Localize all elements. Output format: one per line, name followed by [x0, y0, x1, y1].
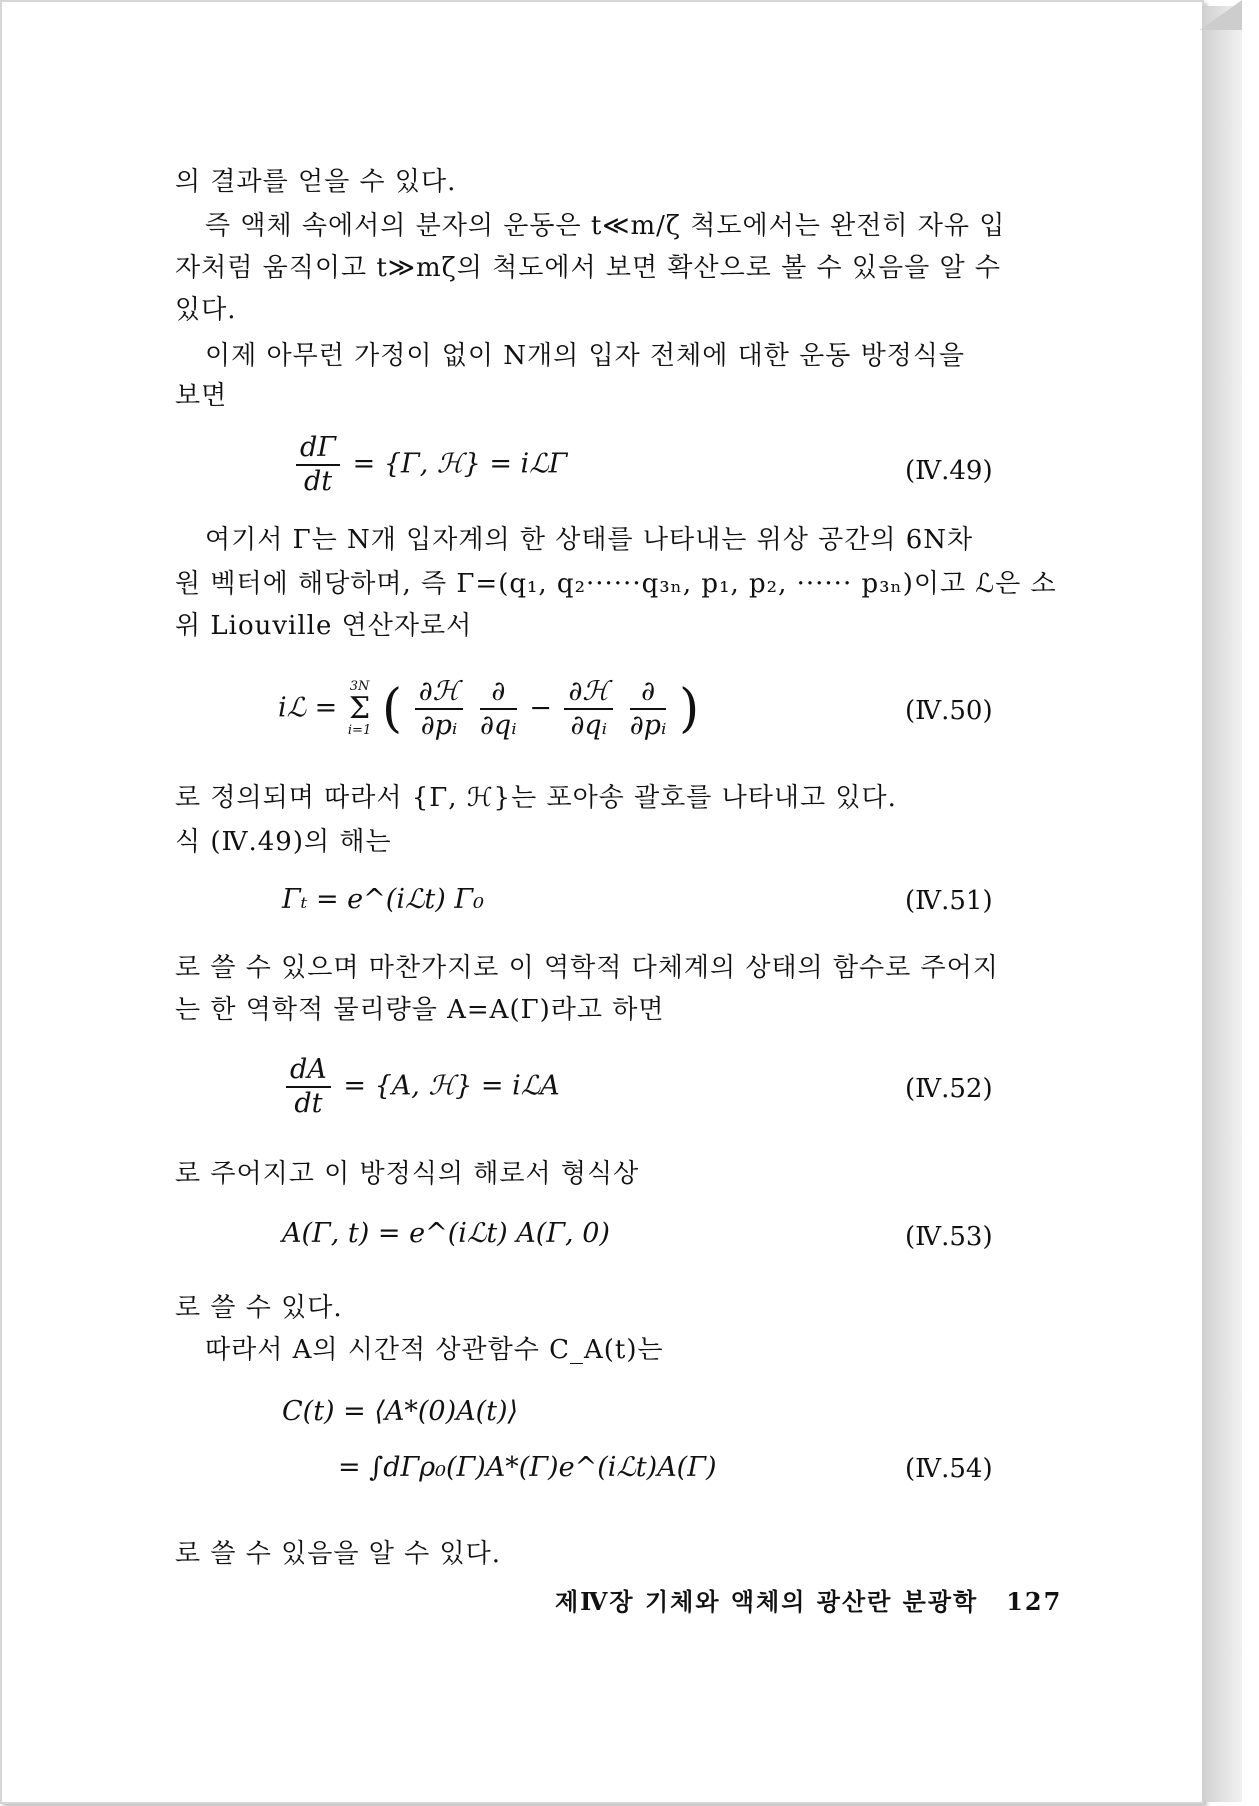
paragraph-line: 식 (Ⅳ.49)의 해는: [175, 827, 392, 857]
fraction: [415, 676, 464, 742]
paragraph-line: 이제 아무런 가정이 없이 N개의 입자 전체에 대한 운동 방정식을: [205, 341, 966, 371]
summation: [348, 680, 371, 738]
denominator: dt: [303, 466, 333, 497]
paragraph-line: 원 벡터에 해당하며, 즉 Γ=(q₁, q₂······q₃ₙ, p₁, p₂, ······ p₃ₙ)이고 ℒ은 소: [175, 569, 1057, 599]
paragraph-line: 따라서 A의 시간적 상관함수 C_A(t)는: [205, 1335, 664, 1365]
page-edge-shadow: [1202, 6, 1242, 1802]
denominator: ∂pᵢ: [629, 710, 667, 741]
numerator: ∂: [480, 676, 517, 710]
chapter-title: 제Ⅳ장 기체와 액체의 광산란 분광학: [555, 1587, 979, 1616]
fraction: [630, 676, 667, 742]
equation-lhs: iℒ =: [278, 692, 338, 724]
paragraph-line: 의 결과를 얻을 수 있다.: [175, 167, 457, 197]
minus-sign: −: [529, 692, 552, 724]
paragraph-line: 있다.: [175, 295, 237, 325]
paragraph-line: 보면: [175, 381, 228, 411]
equation-number: (Ⅳ.51): [905, 886, 993, 916]
paragraph-line: 즉 액체 속에서의 분자의 운동은 t≪m/ζ 척도에서는 완전히 자유 입: [205, 211, 1006, 241]
denominator: dt: [294, 1088, 323, 1119]
denominator: ∂qᵢ: [479, 710, 517, 741]
paragraph-line: 로 정의되며 따라서 {Γ, ℋ}는 포아송 괄호를 나타내고 있다.: [175, 783, 897, 813]
fraction: [296, 432, 340, 498]
equation-49: [292, 432, 567, 498]
paragraph-line: 자처럼 움직이고 t≫mζ의 척도에서 보면 확산으로 볼 수 있음을 알 수: [175, 253, 1001, 283]
paragraph-line: 로 주어지고 이 방정식의 해로서 형식상: [175, 1159, 640, 1189]
equation-number: (Ⅳ.52): [905, 1074, 993, 1104]
numerator: ∂ℋ: [564, 676, 613, 710]
fraction: [480, 676, 517, 742]
fraction: [286, 1054, 331, 1120]
equation-number: (Ⅳ.53): [905, 1222, 993, 1252]
fraction: [564, 676, 613, 742]
paragraph-line: 위 Liouville 연산자로서: [175, 611, 473, 641]
sum-lower-limit: i=1: [347, 723, 372, 738]
equation-53: A(Γ, t) = e^(iℒt) A(Γ, 0): [282, 1218, 610, 1249]
right-paren: ): [678, 679, 700, 739]
paragraph-line: 로 쓸 수 있음을 알 수 있다.: [175, 1539, 502, 1569]
equation-51: Γₜ = e^(iℒt) Γ₀: [282, 884, 484, 915]
paragraph-line: 여기서 Γ는 N개 입자계의 한 상태를 나타내는 위상 공간의 6N차: [205, 525, 974, 555]
equation-rhs: = {A, ℋ} = iℒA: [343, 1070, 560, 1102]
numerator: ∂ℋ: [415, 676, 464, 710]
page-number: 127: [1006, 1587, 1063, 1616]
equation-50: [278, 676, 699, 742]
equation-52: [282, 1054, 560, 1120]
paragraph-line: 로 쓸 수 있다.: [175, 1293, 343, 1323]
page-edge-corner: [1200, 0, 1242, 30]
running-footer: [555, 1582, 1062, 1617]
numerator: ∂: [630, 676, 667, 710]
paragraph-line: 는 한 역학적 물리량을 A=A(Γ)라고 하면: [175, 995, 665, 1025]
equation-number: (Ⅳ.50): [905, 696, 993, 726]
left-paren: (: [381, 679, 403, 739]
equation-rhs: = {Γ, ℋ} = iℒΓ: [352, 448, 568, 480]
denominator: ∂pᵢ: [420, 710, 458, 741]
equation-54-line1: C(t) = ⟨A*(0)A(t)⟩: [282, 1396, 519, 1427]
denominator: ∂qᵢ: [570, 710, 608, 741]
sum-upper-limit: 3N: [349, 679, 370, 694]
equation-number: (Ⅳ.54): [905, 1454, 993, 1484]
numerator: dA: [286, 1054, 331, 1088]
numerator: dΓ: [296, 432, 340, 466]
equation-54-line2: = ∫dΓρ₀(Γ)A*(Γ)e^(iℒt)A(Γ): [338, 1452, 717, 1483]
paragraph-line: 로 쓸 수 있으며 마찬가지로 이 역학적 다체계의 상태의 함수로 주어지: [175, 953, 999, 983]
equation-number: (Ⅳ.49): [905, 456, 993, 486]
sum-symbol: Σ: [348, 691, 371, 726]
